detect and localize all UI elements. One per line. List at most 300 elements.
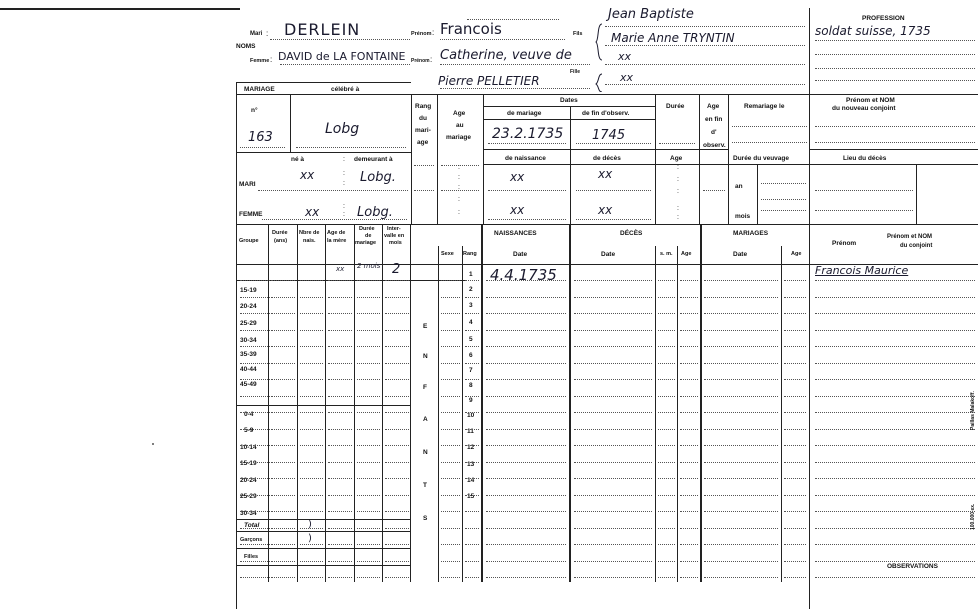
row-separator (271, 412, 295, 413)
row-separator (680, 462, 698, 463)
wife-born: xx (305, 205, 320, 219)
row-separator (328, 330, 352, 331)
row-separator (486, 396, 566, 397)
rank-number: 2 (469, 286, 473, 293)
row-separator (240, 297, 270, 298)
row-separator (704, 330, 778, 331)
row-separator (271, 363, 295, 364)
row-separator (784, 346, 806, 347)
label-femme-row: FEMME (239, 211, 263, 218)
row-separator (328, 495, 352, 496)
row-separator (704, 478, 778, 479)
row-separator (815, 313, 975, 314)
row-separator (704, 297, 778, 298)
row-separator (815, 577, 975, 578)
row-separator (815, 363, 975, 364)
row-separator (328, 544, 352, 545)
label-garcons: Garçons (240, 537, 263, 543)
row-separator (704, 412, 778, 413)
row-separator (271, 379, 295, 380)
row-separator (704, 445, 778, 446)
row-separator (815, 379, 975, 380)
label-nouveau-conjoint-1: Prénom et NOM (846, 97, 895, 104)
group-label: 0-4 (244, 411, 254, 418)
row-separator (441, 297, 460, 298)
row-separator (300, 577, 323, 578)
label-duree-mariage-2: de (365, 233, 372, 239)
wife-previous-husband: Pierre PELLETIER (438, 74, 540, 88)
row-separator (385, 478, 409, 479)
row-separator (784, 412, 806, 413)
label-age-mariage: Age (791, 251, 802, 257)
label-duree: Durée (666, 103, 685, 110)
row-separator (574, 495, 652, 496)
label-duree-veuvage: Durée du veuvage (733, 155, 789, 162)
wife-mother: xx (620, 71, 634, 84)
child1-age-mother: xx (336, 265, 345, 273)
label-no: n° (251, 107, 258, 114)
row-separator (658, 297, 675, 298)
husband-surname: DERLEIN (284, 20, 361, 39)
row-separator (357, 346, 380, 347)
row-separator (574, 544, 652, 545)
row-separator (658, 577, 675, 578)
row-separator (704, 544, 778, 545)
row-separator (680, 396, 698, 397)
row-separator (271, 495, 295, 496)
label-ne-a: né à (291, 156, 305, 163)
label-nbre-nais-2: nais. (303, 238, 316, 244)
row-separator (240, 577, 270, 578)
label-mari: Mari (250, 31, 263, 37)
row-separator (240, 396, 270, 397)
group-label: 10-14 (240, 444, 257, 451)
label-mari-row: MARI (239, 181, 256, 188)
label-mariage: MARIAGE (244, 86, 275, 93)
row-separator (271, 528, 295, 529)
row-separator (658, 561, 675, 562)
row-separator (441, 429, 460, 430)
row-separator (328, 297, 352, 298)
label-observations: OBSERVATIONS (887, 563, 938, 570)
row-separator (300, 445, 323, 446)
total-mark: ) (308, 519, 312, 530)
rank-number: 8 (469, 382, 473, 389)
row-separator (658, 544, 675, 545)
row-separator (815, 495, 975, 496)
row-separator (574, 363, 652, 364)
row-separator (441, 412, 460, 413)
row-separator (704, 561, 778, 562)
rank-number: 14 (467, 477, 475, 484)
group-label: 15-19 (240, 287, 257, 294)
row-separator (300, 346, 323, 347)
row-separator (574, 330, 652, 331)
row-separator (271, 396, 295, 397)
rank-number: 15 (467, 493, 475, 500)
wife-residence: Lobg. (357, 205, 393, 220)
row-separator (441, 495, 460, 496)
row-separator (441, 577, 460, 578)
row-separator (815, 528, 975, 529)
row-separator (328, 280, 352, 281)
row-separator (574, 297, 652, 298)
row-separator (385, 396, 409, 397)
label-age-3: mariage (446, 134, 471, 141)
row-separator (357, 577, 380, 578)
row-separator (240, 330, 270, 331)
label-duree-ans-1: Durée (272, 230, 288, 236)
rank-number: 5 (469, 336, 473, 343)
husband-father: Jean Baptiste (608, 7, 694, 22)
row-separator (815, 280, 975, 281)
row-separator (300, 511, 323, 512)
rank-number: 4 (469, 319, 473, 326)
row-separator (441, 379, 460, 380)
row-separator (300, 313, 323, 314)
row-separator (680, 379, 698, 380)
label-date-mariage: Date (733, 251, 748, 258)
row-separator (704, 396, 778, 397)
label-prenom-enfant: Prénom (832, 240, 857, 247)
row-separator (357, 313, 380, 314)
row-separator (357, 330, 380, 331)
row-separator (574, 462, 652, 463)
row-separator (271, 297, 295, 298)
brace (594, 22, 604, 92)
row-separator (784, 429, 806, 430)
label-agefin-4: observ. (703, 142, 726, 149)
row-separator (680, 280, 698, 281)
row-separator (271, 429, 295, 430)
row-separator (486, 297, 566, 298)
row-separator (240, 478, 270, 479)
row-separator (574, 511, 652, 512)
row-separator (680, 330, 698, 331)
row-separator (680, 511, 698, 512)
row-separator (385, 280, 409, 281)
row-separator (815, 478, 975, 479)
husband-firstname: Francois (440, 20, 502, 38)
row-separator (385, 511, 409, 512)
rank-number: 13 (467, 461, 475, 468)
husband-birth-date: xx (510, 170, 525, 184)
label-age-2: au (456, 122, 464, 129)
row-separator (815, 445, 975, 446)
row-separator (784, 313, 806, 314)
row-separator (328, 346, 352, 347)
enfants-letter: N (423, 449, 428, 456)
row-separator (658, 346, 675, 347)
row-separator (441, 478, 460, 479)
row-separator (357, 396, 380, 397)
row-separator (300, 544, 323, 545)
row-separator (240, 495, 270, 496)
label-de-mariage: de mariage (507, 110, 542, 117)
date-end-observation: 1745 (592, 128, 626, 143)
row-separator (357, 495, 380, 496)
enfants-letter: E (423, 323, 428, 330)
wife-death-date: xx (598, 203, 613, 217)
row-separator (784, 511, 806, 512)
row-separator (658, 379, 675, 380)
group-label: 40-44 (240, 366, 257, 373)
row-separator (465, 396, 479, 397)
label-noms: NOMS (236, 43, 256, 50)
row-separator (271, 511, 295, 512)
row-separator (574, 379, 652, 380)
row-separator (385, 528, 409, 529)
row-separator (385, 346, 409, 347)
label-rang-4: age (417, 139, 429, 146)
row-separator (680, 478, 698, 479)
wife-firstname: Catherine, veuve de (440, 48, 572, 63)
row-separator (328, 313, 352, 314)
label-fille: Fille (570, 69, 581, 75)
row-separator (441, 462, 460, 463)
label-femme: Femme (250, 58, 270, 64)
label-sm: s. m. (660, 251, 673, 257)
label-rang-2: du (419, 115, 427, 122)
row-separator (784, 445, 806, 446)
row-separator (357, 280, 380, 281)
row-separator (465, 330, 479, 331)
row-separator (784, 297, 806, 298)
row-separator (240, 445, 270, 446)
row-separator (240, 313, 270, 314)
row-separator (815, 429, 975, 430)
row-separator (486, 478, 566, 479)
row-separator (328, 363, 352, 364)
row-separator (465, 495, 479, 496)
group-label: 5-9 (244, 427, 254, 434)
rank-number: 7 (469, 367, 473, 374)
row-separator (815, 544, 975, 545)
label-age-deces: Age (681, 251, 692, 257)
row-separator (574, 577, 652, 578)
row-separator (658, 363, 675, 364)
row-separator (784, 495, 806, 496)
husband-mother: Marie Anne TRYNTIN (611, 31, 735, 45)
label-fils: Fils (573, 31, 583, 37)
row-separator (465, 297, 479, 298)
row-separator (574, 396, 652, 397)
row-separator (441, 396, 460, 397)
child1-interval: 2 (392, 262, 401, 277)
row-separator (680, 577, 698, 578)
row-separator (704, 462, 778, 463)
row-separator (271, 544, 295, 545)
label-prenom-husband: Prénom (411, 31, 432, 37)
wife-name: DAVID de LA FONTAINE (278, 50, 406, 63)
row-separator (441, 544, 460, 545)
row-separator (784, 561, 806, 562)
row-separator (574, 528, 652, 529)
row-separator (486, 346, 566, 347)
row-separator (357, 429, 380, 430)
row-separator (240, 528, 270, 529)
row-separator (658, 528, 675, 529)
label-intervalle-3: mois (389, 240, 402, 246)
row-separator (328, 445, 352, 446)
row-separator (465, 478, 479, 479)
row-separator (574, 561, 652, 562)
row-separator (704, 511, 778, 512)
row-separator (784, 363, 806, 364)
row-separator (385, 429, 409, 430)
group-label: 25-29 (240, 493, 257, 500)
label-agefin-2: en fin (705, 116, 723, 123)
row-separator (357, 462, 380, 463)
row-separator (328, 577, 352, 578)
row-separator (574, 346, 652, 347)
row-separator (574, 412, 652, 413)
row-separator (465, 561, 479, 562)
group-label: 25-29 (240, 320, 257, 327)
row-separator (240, 511, 270, 512)
label-naissances: NAISSANCES (494, 230, 537, 237)
row-separator (357, 412, 380, 413)
row-separator (328, 528, 352, 529)
row-separator (240, 462, 270, 463)
row-separator (300, 396, 323, 397)
row-separator (486, 429, 566, 430)
row-separator (784, 528, 806, 529)
group-label: 30-34 (240, 337, 257, 344)
row-separator (465, 280, 479, 281)
row-separator (357, 478, 380, 479)
row-separator (385, 330, 409, 331)
row-separator (240, 412, 270, 413)
row-separator (385, 495, 409, 496)
row-separator (385, 462, 409, 463)
label-mariages: MARIAGES (733, 230, 769, 237)
row-separator (658, 462, 675, 463)
rank-number: 12 (467, 444, 475, 451)
row-separator (385, 544, 409, 545)
label-rang-1: Rang (415, 103, 432, 110)
row-separator (441, 445, 460, 446)
row-separator (271, 561, 295, 562)
row-separator (385, 363, 409, 364)
label-de-fin-observ: de fin d'observ. (582, 110, 630, 117)
row-separator (271, 462, 295, 463)
row-separator (357, 379, 380, 380)
row-separator (658, 313, 675, 314)
row-separator (465, 379, 479, 380)
row-separator (574, 478, 652, 479)
row-separator (385, 445, 409, 446)
side-print-2: 100.000 ex. (970, 503, 976, 530)
row-separator (441, 561, 460, 562)
group-label: 15-19 (240, 460, 257, 467)
label-remariage-le: Remariage le (744, 103, 785, 110)
row-separator (815, 330, 975, 331)
row-separator (680, 313, 698, 314)
enfants-letter: N (423, 353, 428, 360)
row-separator (271, 280, 295, 281)
row-separator (680, 544, 698, 545)
row-separator (240, 379, 270, 380)
row-separator (441, 511, 460, 512)
child1-name: Francois Maurice (815, 264, 909, 277)
date-of-marriage: 23.2.1735 (492, 126, 564, 142)
rank-number: 3 (469, 302, 473, 309)
label-date-deces: Date (601, 251, 616, 258)
group-label: 20-24 (240, 303, 257, 310)
group-label: 35-39 (240, 351, 257, 358)
row-separator (300, 363, 323, 364)
row-separator (815, 561, 975, 562)
label-demeurant-a: demeurant à (354, 156, 393, 163)
row-separator (300, 379, 323, 380)
row-separator (784, 396, 806, 397)
label-total: Total (244, 522, 260, 529)
label-de-deces: de décès (593, 155, 621, 162)
row-separator (300, 330, 323, 331)
row-separator (300, 412, 323, 413)
row-separator (784, 544, 806, 545)
row-separator (486, 379, 566, 380)
row-separator (486, 495, 566, 496)
row-separator (658, 495, 675, 496)
rank-number: 1 (469, 271, 473, 278)
label-dates: Dates (560, 97, 578, 104)
row-separator (574, 429, 652, 430)
row-separator (465, 445, 479, 446)
row-separator (465, 528, 479, 529)
row-separator (486, 528, 566, 529)
row-separator (240, 280, 270, 281)
row-separator (240, 429, 270, 430)
row-separator (680, 445, 698, 446)
rank-number: 9 (469, 397, 473, 404)
row-separator (486, 412, 566, 413)
row-separator (680, 495, 698, 496)
row-separator (815, 462, 975, 463)
row-separator (784, 379, 806, 380)
row-separator (574, 313, 652, 314)
wife-birth-date: xx (510, 203, 525, 217)
row-separator (486, 577, 566, 578)
row-separator (658, 280, 675, 281)
row-separator (704, 313, 778, 314)
row-separator (240, 544, 270, 545)
row-separator (680, 561, 698, 562)
row-separator (441, 330, 460, 331)
label-mois: mois (735, 213, 751, 220)
row-separator (328, 412, 352, 413)
row-separator (704, 577, 778, 578)
row-separator (704, 429, 778, 430)
row-separator (328, 561, 352, 562)
row-separator (784, 330, 806, 331)
label-intervalle-1: Inter- (387, 226, 401, 232)
label-age-mere-1: Age de (327, 230, 346, 236)
rank-number: 6 (469, 352, 473, 359)
row-separator (357, 445, 380, 446)
row-separator (357, 544, 380, 545)
row-separator (658, 429, 675, 430)
row-separator (441, 313, 460, 314)
label-rang: Rang (463, 251, 477, 257)
row-separator (300, 495, 323, 496)
enfants-letter: T (423, 482, 427, 489)
label-de-naissance: de naissance (505, 155, 546, 162)
label-groupe: Groupe (239, 238, 259, 244)
label-deces: DÉCÈS (620, 230, 643, 237)
row-separator (465, 544, 479, 545)
